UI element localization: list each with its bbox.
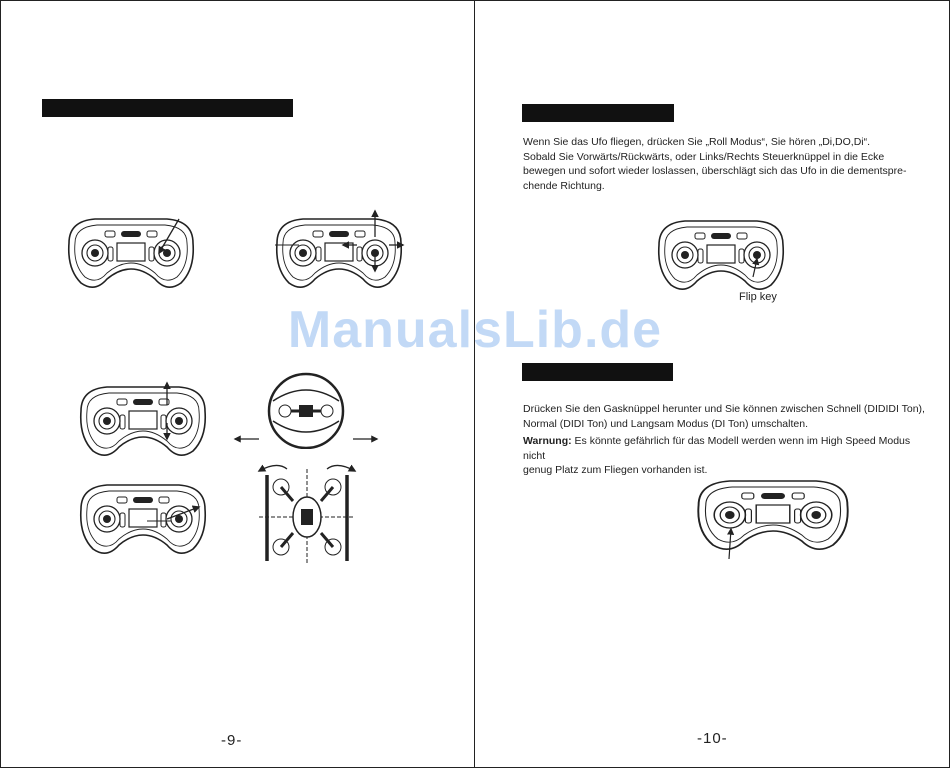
controller-figure-middle	[71, 377, 221, 463]
warning-line-2: genug Platz zum Fliegen vorhanden ist.	[523, 464, 708, 476]
speed-mode-paragraph	[523, 402, 933, 478]
warning-line-1	[523, 434, 933, 463]
roll-mode-paragraph	[523, 135, 933, 193]
roll-line-1: Wenn Sie das Ufo fliegen, drücken Sie „Roll Modus“, Sie hören „Di,DO,Di“.	[523, 136, 871, 148]
speed-line-2: Normal (DIDI Ton) und Langsam Modus (DI Ton) umschalten.	[523, 417, 808, 430]
roll-line-2: Sobald Sie Vorwärts/Rückwärts, oder Links/Rechts Steuerknüppel in die Ecke	[523, 150, 885, 163]
flip-key-label: Flip key	[739, 291, 777, 303]
right-page	[475, 0, 950, 768]
page-number-right: -10-	[697, 730, 728, 747]
warning-text: Es könnte gefährlich für das Modell werden wenn im High Speed Modus nicht	[523, 435, 911, 462]
page-number-left: -9-	[221, 732, 243, 749]
ufo-flip-topview-diagram	[237, 457, 377, 569]
speed-section-heading-bar	[522, 363, 673, 381]
roll-line-4: chende Richtung.	[523, 179, 605, 192]
controller-figure-flip-key	[645, 219, 805, 299]
ufo-roll-diagram	[211, 369, 401, 449]
controller-figure-throttle	[685, 479, 865, 563]
warning-label: Warnung:	[523, 435, 572, 447]
controller-figure-top-left	[61, 213, 211, 303]
roll-section-heading-bar	[522, 104, 674, 122]
speed-line-1: Drücken Sie den Gasknüppel herunter und Sie können zwischen Schnell (DIDIDI Ton),	[523, 403, 925, 415]
section-heading-bar	[42, 99, 293, 117]
roll-line-3: bewegen und sofort wieder loslassen, überschlägt sich das Ufo in die dementspre-	[523, 165, 907, 177]
controller-figure-bottom	[71, 477, 221, 563]
controller-figure-top-right	[261, 207, 421, 301]
watermark-logo: ManualsLib.de	[287, 301, 663, 359]
